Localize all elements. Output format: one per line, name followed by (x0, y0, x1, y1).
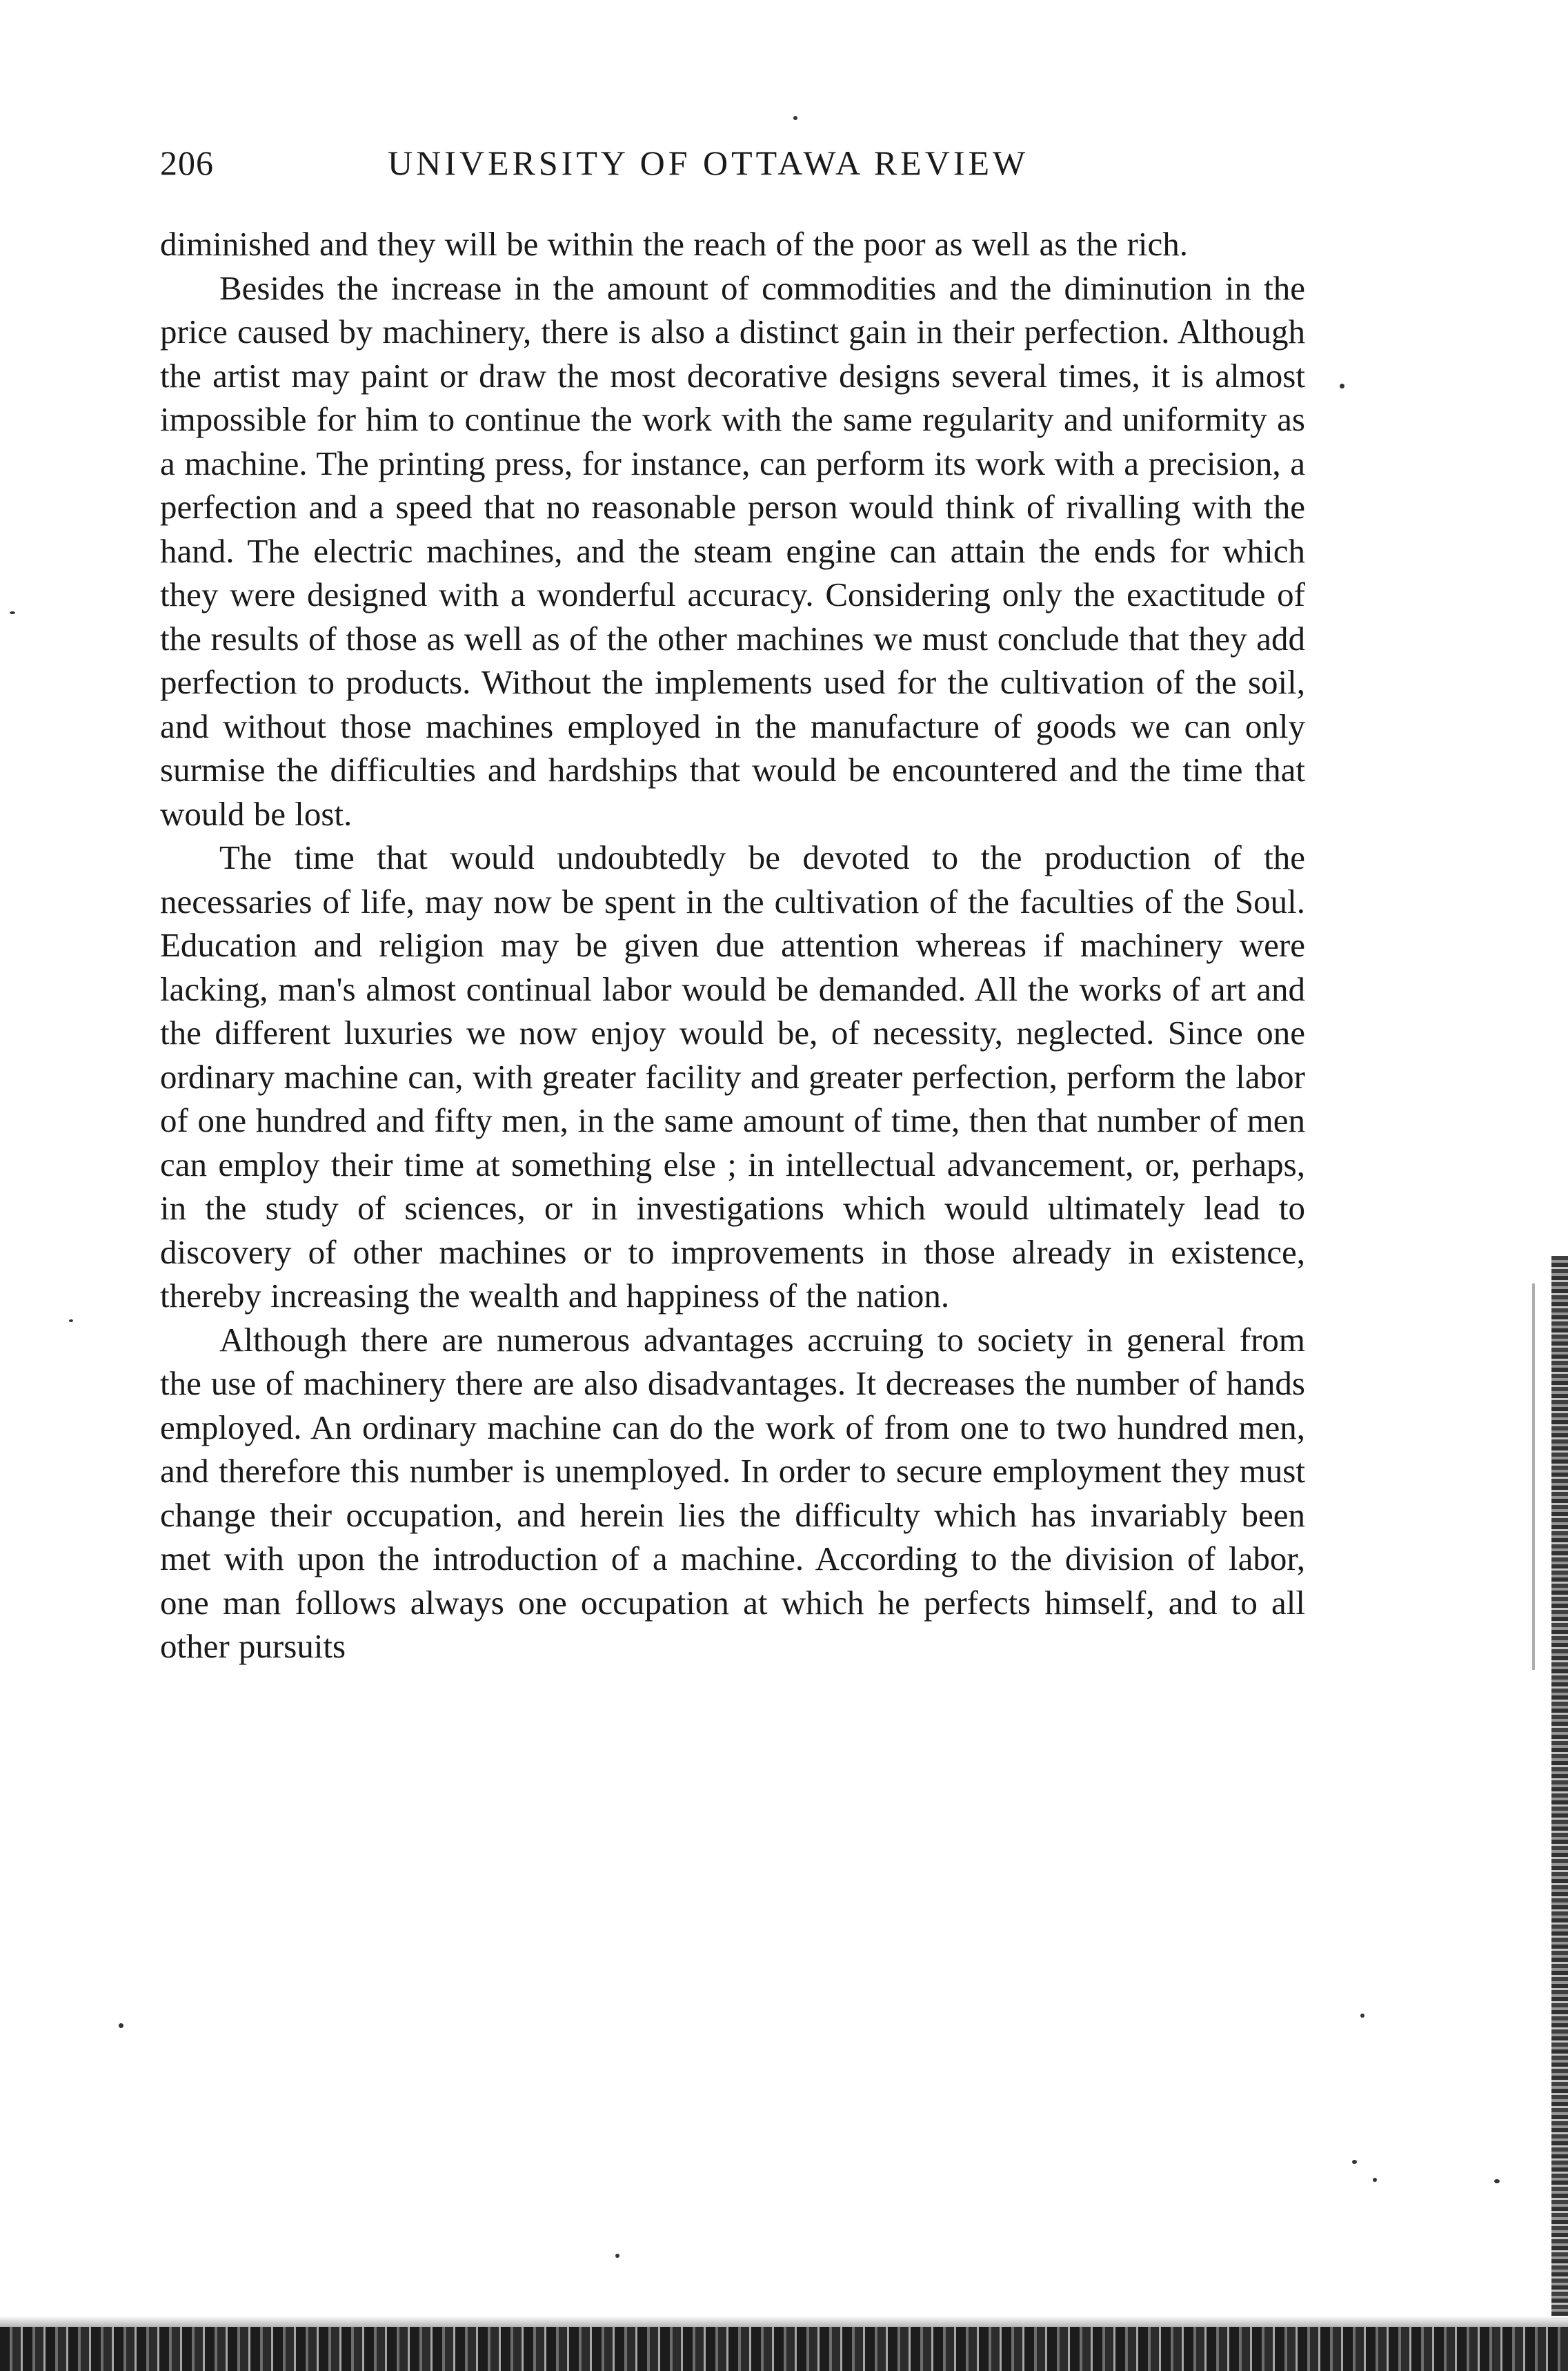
scan-speck (1340, 384, 1344, 388)
article-body (160, 222, 1305, 1669)
scan-bottom-edge (0, 2327, 1568, 2371)
paragraph-continuation: diminished and they will be within the reach of the poor as well as the rich. (160, 225, 1189, 263)
scan-speck (1373, 2178, 1377, 2182)
journal-title: UNIVERSITY OF OTTAWA REVIEW (388, 144, 1029, 182)
scan-speck (119, 2023, 123, 2028)
scan-speck (1352, 2160, 1357, 2164)
scan-speck (793, 116, 797, 120)
scan-speck (1494, 2179, 1500, 2183)
scan-speck (69, 1319, 73, 1322)
running-head (160, 135, 1291, 190)
scan-speck (1360, 2014, 1364, 2018)
scan-speck (615, 2254, 619, 2258)
scan-edge-shadow (1551, 1256, 1568, 2319)
page-number: 206 (160, 144, 214, 182)
scan-speck (10, 611, 15, 614)
paragraph-perfection: Besides the increase in the amount of commodities and the diminution in the price caused by machinery, there is also a distinct gain in their perfection. Although the artist may paint or draw the most decorative designs several times, it is almost impossible for him to continue the work with the same regularity and uniformity as a machine. The printing press, for instance, can perform its work with a precision, a perfection and a speed that no reasonable person would think of rivalling with the hand. The electric machines, and the steam engine can attain the ends for which they were designed with a wonderful accuracy. Considering only the exactitude of the results of those as well as of the other machines we must conclude that they add perfection to products. Without the implements used for the cultivation of the soil, and without those machines employed in the manufacture of goods we can only surmise the difficulties and hardships that would be encountered and the time that would be lost. (160, 268, 1305, 833)
paragraph-faculties: The time that would undoubtedly be devoted to the production of the necessaries of life, may now be spent in the cultivation of the faculties of the Soul. Education and religion may be given due attention whereas if machinery were lacking, man's almost continual labor would be demanded. All the works of art and the different luxuries we now enjoy would be, of necessity, neglected. Since one ordinary machine can, with greater facility and greater perfection, perform the labor of one hundred and fifty men, in the same amount of time, then that number of men can employ their time at something else ; in intellectual advancement, or, perhaps, in the study of sciences, or in investigations which would ultimately lead to discovery of other machines or to improvements in those already in existence, thereby increasing the wealth and happiness of the nation. (160, 838, 1305, 1315)
paragraph-disadvantages: Although there are numerous advantages accruing to society in general from the use of machinery there are also disadvantages. It decreases the number of hands employed. An ordinary machine can do the work of from one to two hundred men, and therefore this number is unemployed. In order to secure employment they must change their occupation, and herein lies the difficulty which has invariably been met with upon the introduction of a machine. According to the division of labor, one man follows always one occupation at which he perfects himself, and to all other pursuits (160, 1320, 1305, 1665)
scan-edge-line (1532, 1283, 1535, 1670)
